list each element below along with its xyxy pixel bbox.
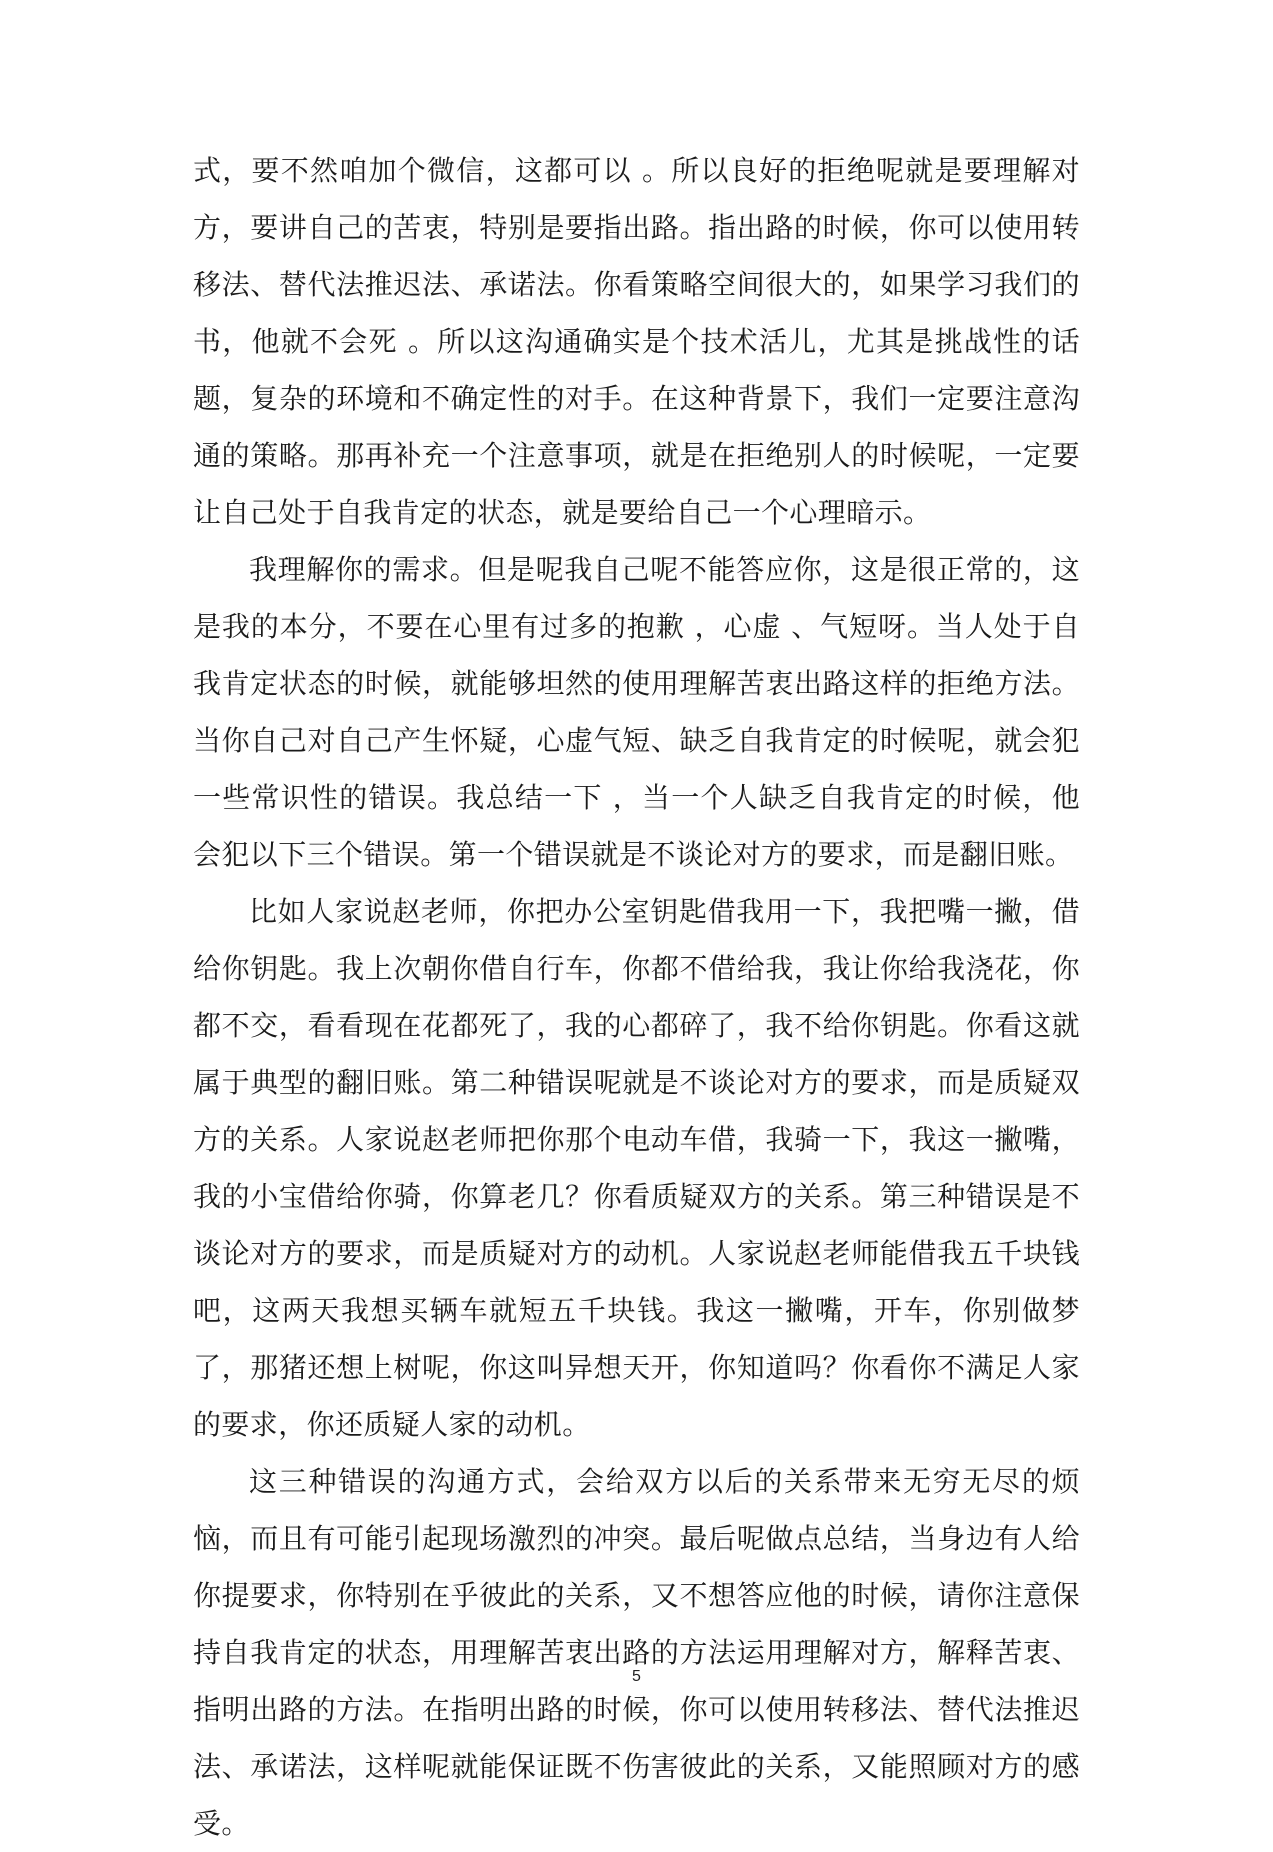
page-number: 5 xyxy=(632,1668,641,1685)
document-body xyxy=(193,142,1080,1852)
paragraph: 我理解你的需求。但是呢我自己呢不能答应你，这是很正常的，这是我的本分，不要在心里有过多的抱歉 ，心虚 、气短呀。当人处于自我肯定状态的时候，就能够坦然的使用理解苦衷出路这样的拒绝方法。当你自己对自己产生怀疑，心虚气短、缺乏自我肯定的时候呢，就会犯一些常识性的错误。我总结一下 ，当一个人缺乏自我肯定的时候，他会犯以下三个错误。第一个错误就是不谈论对方的要求，而是翻旧账。 xyxy=(193,553,1080,871)
paragraph: 比如人家说赵老师，你把办公室钥匙借我用一下，我把嘴一撇，借给你钥匙。我上次朝你借自行车，你都不借给我，我让你给我浇花，你都不交，看看现在花都死了，我的心都碎了，我不给你钥匙。你看这就属于典型的翻旧账。第二种错误呢就是不谈论对方的要求，而是质疑双方的关系。人家说赵老师把你那个电动车借，我骑一下，我这一撇嘴，我的小宝借给你骑，你算老几？你看质疑双方的关系。第三种错误是不谈论对方的要求，而是质疑对方的动机。人家说赵老师能借我五千块钱吧，这两天我想买辆车就短五千块钱。我这一撇嘴，开车，你别做梦了，那猪还想上树呢，你这叫异想天开，你知道吗？你看你不满足人家的要求，你还质疑人家的动机。 xyxy=(193,895,1080,1441)
paragraph-continuation: 式，要不然咱加个微信，这都可以 。所以良好的拒绝呢就是要理解对方，要讲自己的苦衷，特别是要指出路。指出路的时候，你可以使用转移法、替代法推迟法、承诺法。你看策略空间很大的，如果学习我们的书，他就不会死 。所以这沟通确实是个技术活儿，尤其是挑战性的话题，复杂的环境和不确定性的对手。在这种背景下，我们一定要注意沟通的策略。那再补充一个注意事项，就是在拒绝别人的时候呢，一定要让自己处于自我肯定的状态，就是要给自己一个心理暗示。 xyxy=(193,154,1080,529)
paragraph: 这三种错误的沟通方式，会给双方以后的关系带来无穷无尽的烦恼，而且有可能引起现场激烈的冲突。最后呢做点总结，当身边有人给你提要求，你特别在乎彼此的关系，又不想答应他的时候，请你注意保持自我肯定的状态，用理解苦衷出路的方法运用理解对方，解释苦衷、指明出路的方法。在指明出路的时候，你可以使用转移法、替代法推迟法、承诺法，这样呢就能保证既不伤害彼此的关系，又能照顾对方的感受。 xyxy=(193,1465,1080,1840)
